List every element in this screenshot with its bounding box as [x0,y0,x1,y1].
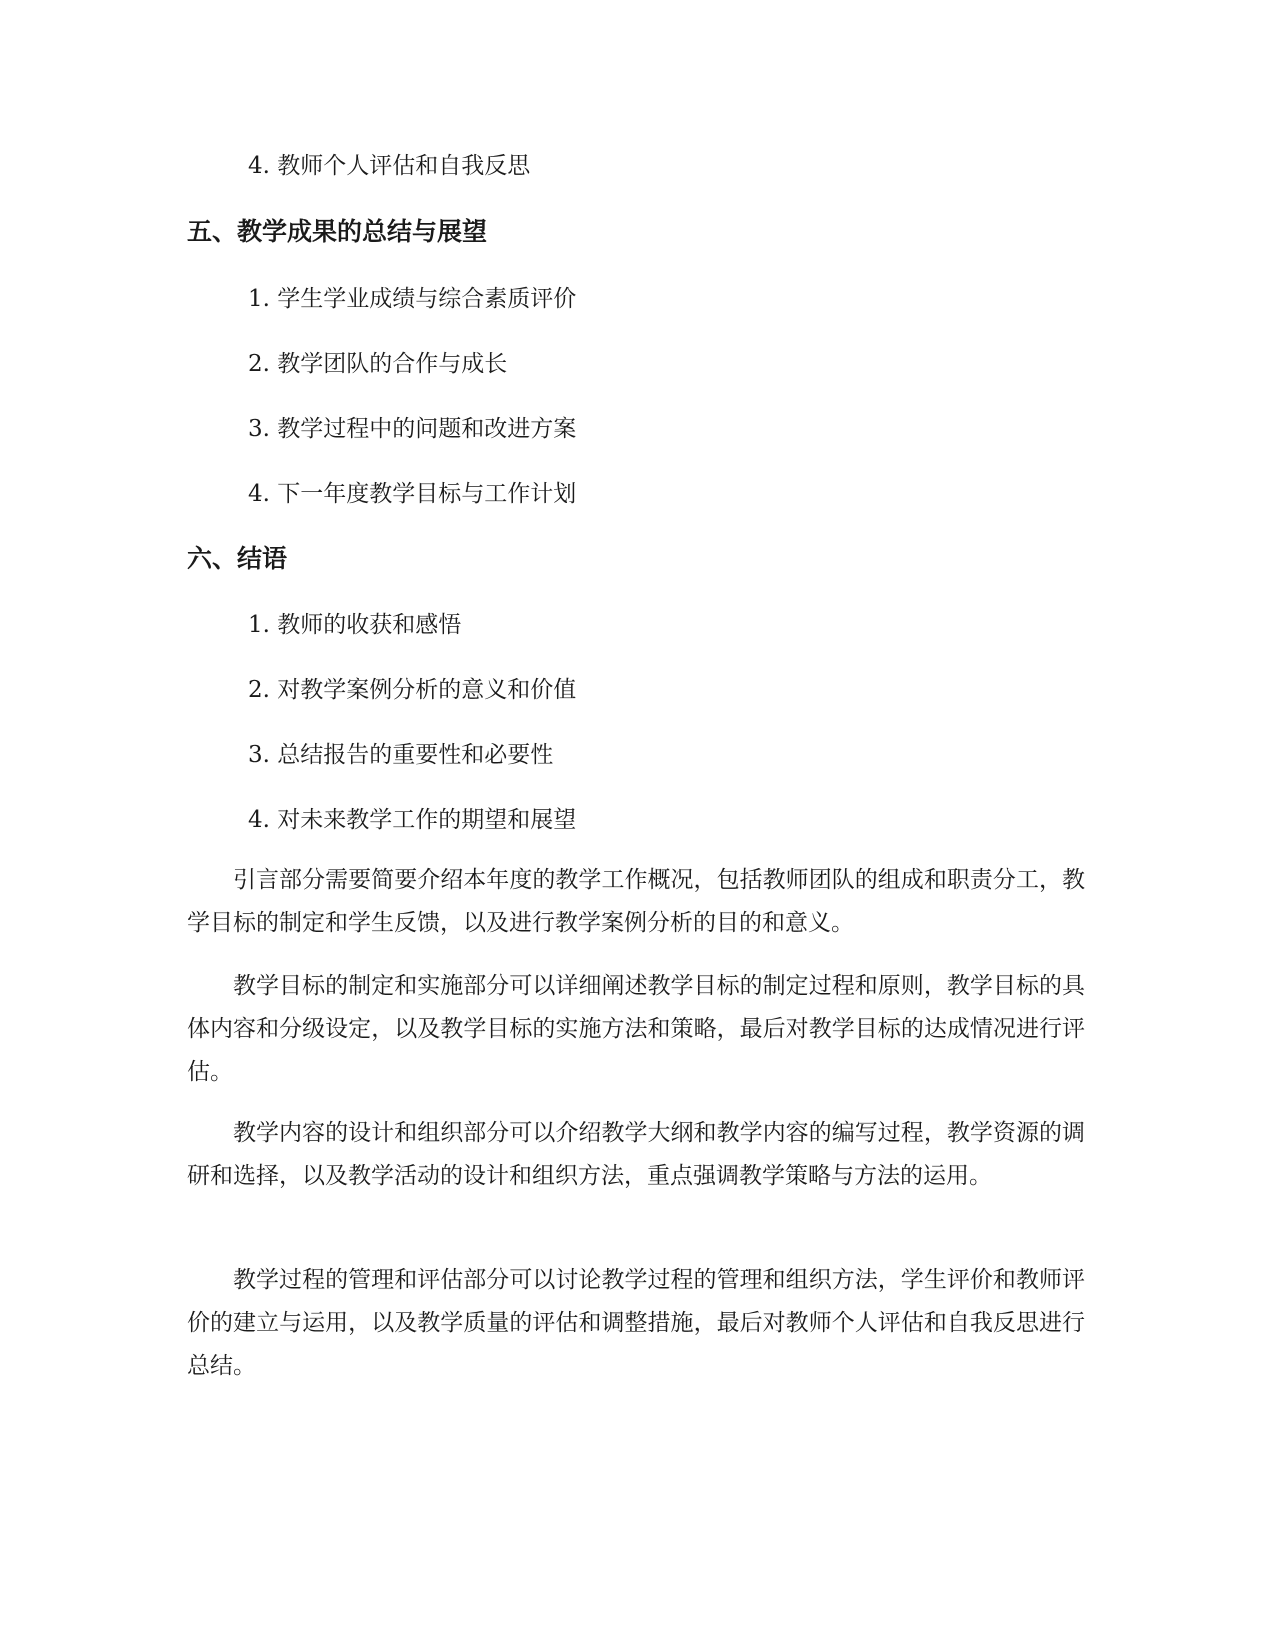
section-heading-6: 六、结语 [187,544,288,573]
paragraph-goals: 教学目标的制定和实施部分可以详细阐述教学目标的制定过程和原则，教学目标的具体内容和分级设定，以及教学目标的实施方法和策略，最后对教学目标的达成情况进行评估。 [187,973,1085,1085]
list-item: 2. 对教学案例分析的意义和价值 [248,677,577,703]
list-item: 4. 对未来教学工作的期望和展望 [248,807,577,833]
section-heading-5: 五、教学成果的总结与展望 [187,217,488,246]
list-item: 1. 学生学业成绩与综合素质评价 [248,286,577,312]
list-item: 4. 下一年度教学目标与工作计划 [248,481,577,507]
list-item: 3. 教学过程中的问题和改进方案 [248,416,577,442]
paragraph-content: 教学内容的设计和组织部分可以介绍教学大纲和教学内容的编写过程，教学资源的调研和选择，以及教学活动的设计和组织方法，重点强调教学策略与方法的运用。 [187,1120,1085,1189]
list-item: 3. 总结报告的重要性和必要性 [248,742,554,768]
list-item: 2. 教学团队的合作与成长 [248,351,508,377]
list-item: 4. 教师个人评估和自我反思 [248,153,531,179]
paragraph-introduction: 引言部分需要简要介绍本年度的教学工作概况，包括教师团队的组成和职责分工，教学目标的制定和学生反馈，以及进行教学案例分析的目的和意义。 [187,867,1085,936]
list-item: 1. 教师的收获和感悟 [248,612,462,638]
paragraph-process: 教学过程的管理和评估部分可以讨论教学过程的管理和组织方法，学生评价和教师评价的建立与运用，以及教学质量的评估和调整措施，最后对教师个人评估和自我反思进行总结。 [187,1267,1085,1379]
